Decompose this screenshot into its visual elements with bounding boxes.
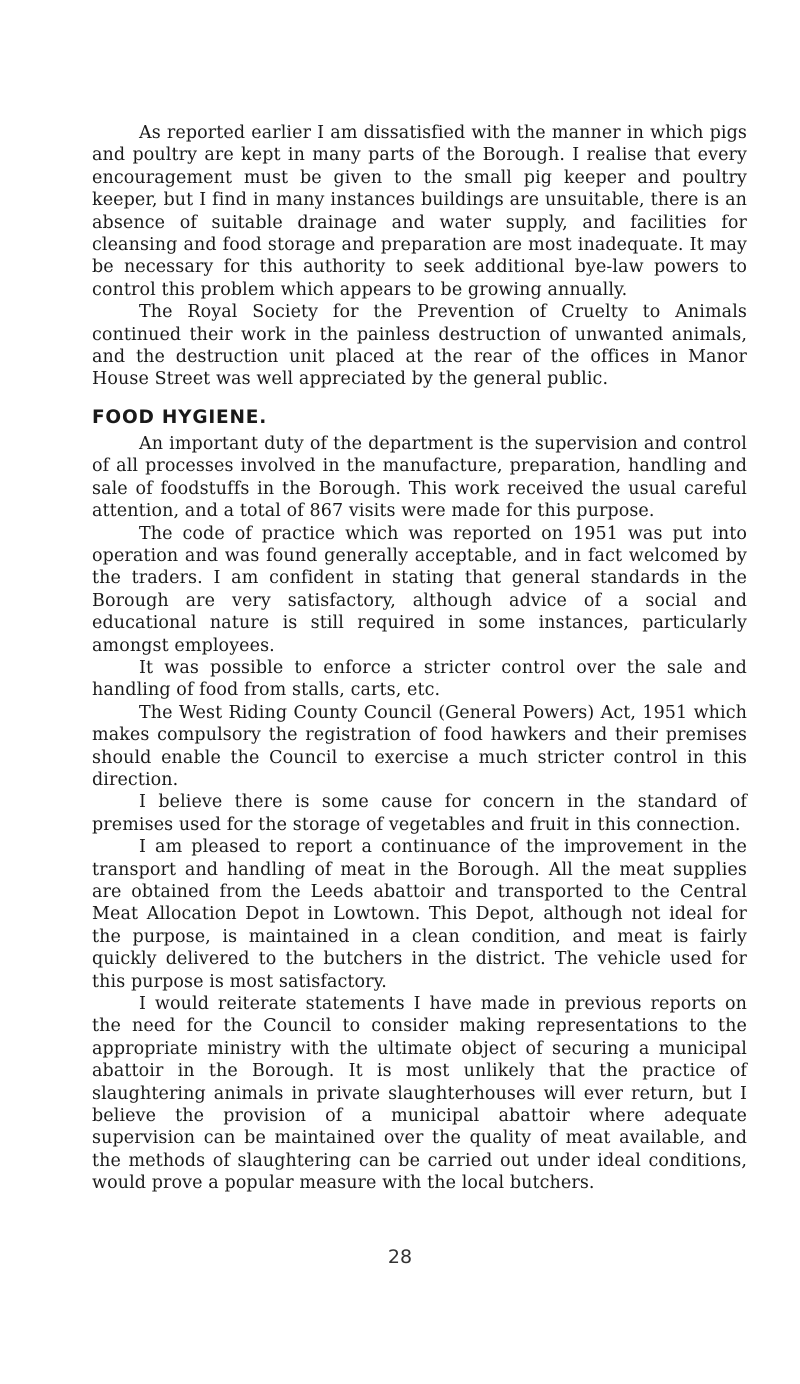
page-number: 28	[387, 1246, 413, 1268]
paragraph-vegetable-storage: I believe there is some cause for concern in the standard of premises used for the storage of vegetables and fruit in this connection.	[92, 792, 747, 835]
paragraph-pigs-poultry: As reported earlier I am dissatisfied with the manner in which pigs and poultry are kept in many parts of the Borough. I realise that every encouragement must be given to the small pig keeper and poultry keeper, but I find in many instances buildings are unsuitable, there is an absence of suitable drainage and water supply, and facilities for cleansing and food storage and preparation are most inadequate. It may be necessary for this authority to seek additional bye-law powers to control this problem which appears to be growing annually.	[92, 123, 747, 300]
paragraph-code-of-practice: The code of practice which was reported on 1951 was put into operation and was found generally acceptable, and in fact welcomed by the traders. I am confident in stating that general standards in the Borough are very satisfactory, although advice of a social and educational nature is still required in some instances, particularly amongst employees.	[92, 523, 747, 656]
paragraph-municipal-abattoir: I would reiterate statements I have made in previous reports on the need for the Council to consider making representations to the appropriate ministry with the ultimate object of securing a municipal abattoir in the Borough. It is most unlikely that the practice of slaughtering animals in private slaughterhouses will ever return, but I believe the provision of a municipal abattoir where adequate supervision can be maintained over the quality of meat available, and the methods of slaughtering can be carried out under ideal conditions, would prove a popular measure with the local butchers.	[92, 994, 747, 1194]
paragraph-general-powers-act: The West Riding County Council (General Powers) Act, 1951 which makes compulsory the registration of food hawkers and their premises should enable the Council to exercise a much stricter control in this direction.	[92, 702, 747, 790]
paragraph-meat-transport: I am pleased to report a continuance of the improvement in the transport and handling of meat in the Borough. All the meat supplies are obtained from the Leeds abattoir and transported to the Central Meat Allocation Depot in Lowtown. This Depot, although not ideal for the purpose, is maintained in a clean condition, and meat is fairly quickly delivered to the butchers in the district. The vehicle used for this purpose is most satisfactory.	[92, 837, 747, 992]
paragraph-stalls-carts: It was possible to enforce a stricter control over the sale and handling of food from stalls, carts, etc.	[92, 657, 747, 701]
paragraph-rspca: The Royal Society for the Prevention of Cruelty to Animals continued their work in the painless destruction of unwanted animals, and the destruction unit placed at the rear of the offices in Manor House Street was well appreciated by the general public.	[92, 302, 747, 390]
document-page	[92, 122, 747, 1195]
section-heading-food-hygiene: FOOD HYGIENE.	[92, 406, 268, 428]
paragraph-supervision: An important duty of the department is the supervision and control of all processes involved in the manufacture, preparation, handling and sale of foodstuffs in the Borough. This work received the usual careful attention, and a total of 867 visits were made for this purpose.	[92, 433, 747, 522]
